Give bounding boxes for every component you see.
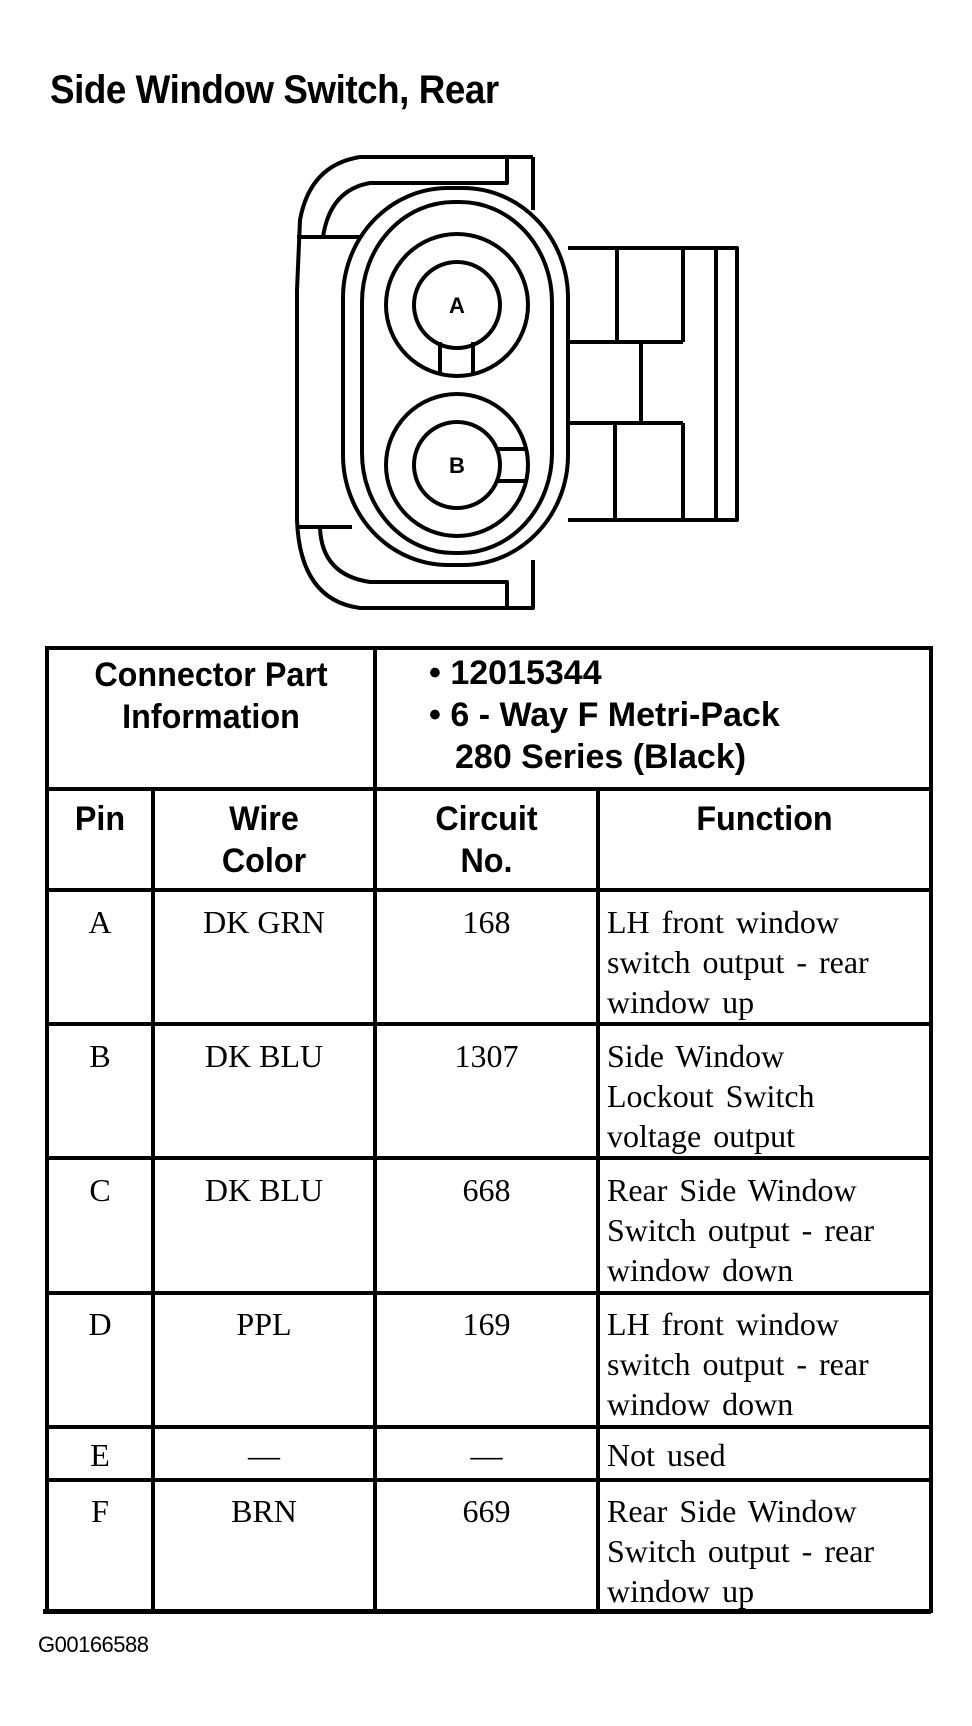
connector-diagram [0, 0, 972, 640]
cavity-b-label: B [449, 453, 465, 478]
function-line: Not used [607, 1437, 726, 1473]
connector-type: • 6 - Way F Metri-Pack [429, 696, 780, 734]
function-line: Side Window [607, 1038, 785, 1074]
part-number: • 12015344 [429, 654, 602, 692]
row-c-function [607, 1170, 927, 1290]
grid-line [45, 888, 933, 892]
grid-line [596, 787, 600, 1613]
grid-line [45, 1425, 933, 1429]
part-info-values [429, 652, 929, 778]
part-info-label-line: Connector Part [94, 656, 328, 694]
row-c-pin: C [89, 1172, 111, 1208]
function-line: switch output - rear [607, 944, 869, 980]
grid-line [45, 1022, 933, 1026]
row-a-function [607, 902, 927, 1022]
function-line: window down [607, 1386, 794, 1422]
function-line: LH front window [607, 904, 839, 940]
row-b-function [607, 1036, 927, 1156]
function-line: voltage output [607, 1118, 795, 1154]
function-line: Rear Side Window [607, 1172, 857, 1208]
part-info-label [57, 654, 365, 738]
function-line: switch output - rear [607, 1346, 869, 1382]
row-d-function [607, 1304, 927, 1424]
function-line: Switch output - rear [607, 1212, 875, 1248]
function-line: window down [607, 1252, 794, 1288]
pinout-table [45, 646, 933, 1613]
function-line: LH front window [607, 1306, 839, 1342]
row-f-pin: F [91, 1493, 109, 1529]
row-b-circuit: 1307 [454, 1038, 519, 1074]
grid-line [45, 787, 933, 791]
row-c-circuit: 668 [462, 1172, 511, 1208]
row-d-wire-color: PPL [236, 1306, 292, 1342]
grid-line [45, 1291, 933, 1295]
function-line: window up [607, 1573, 755, 1609]
row-e-circuit: — [470, 1437, 503, 1473]
locking-stub [568, 248, 737, 520]
row-f-function [607, 1491, 927, 1611]
row-a-pin: A [88, 904, 112, 940]
row-f-circuit: 669 [462, 1493, 511, 1529]
table-border-right [929, 646, 933, 1613]
row-d-circuit: 169 [462, 1306, 511, 1342]
header-circuit [382, 798, 590, 882]
row-d-pin: D [88, 1306, 112, 1342]
header-circuit-line: No. [460, 842, 513, 880]
header-wire-color-line: Color [221, 842, 307, 880]
connector-series: 280 Series (Black) [455, 738, 747, 776]
row-a-circuit: 168 [462, 904, 511, 940]
row-e-pin: E [90, 1437, 110, 1473]
cavity-a-label: A [449, 293, 465, 318]
function-line: Switch output - rear [607, 1533, 875, 1569]
table-border-top [45, 646, 933, 650]
part-info-label-line: Information [122, 698, 300, 736]
header-pin [52, 798, 149, 840]
row-b-wire-color: DK BLU [204, 1038, 324, 1074]
row-a-wire-color: DK GRN [203, 904, 325, 940]
grid-line [45, 1156, 933, 1160]
top-latch [323, 157, 507, 237]
row-b-pin: B [89, 1038, 111, 1074]
function-line: Rear Side Window [607, 1493, 857, 1529]
row-f-wire-color: BRN [231, 1493, 297, 1529]
header-wire-color-line: Wire [229, 800, 299, 838]
figure-id: G00166588 [38, 1632, 149, 1657]
header-wire-color [160, 798, 367, 882]
cavity-b-key [498, 449, 526, 481]
bottom-latch [320, 528, 507, 608]
grid-line [45, 1478, 933, 1482]
function-line: window up [607, 984, 755, 1020]
row-e-function [607, 1435, 927, 1475]
row-e-wire-color: — [248, 1437, 280, 1473]
header-circuit-line: Circuit [435, 800, 538, 838]
function-line: Lockout Switch [607, 1078, 815, 1114]
header-function-label: Function [696, 800, 833, 838]
header-pin-label: Pin [74, 800, 126, 838]
row-c-wire-color: DK BLU [204, 1172, 324, 1208]
page-title: Side Window Switch, Rear [50, 68, 499, 112]
header-function [608, 798, 921, 840]
connector-housing-outline [297, 157, 533, 608]
